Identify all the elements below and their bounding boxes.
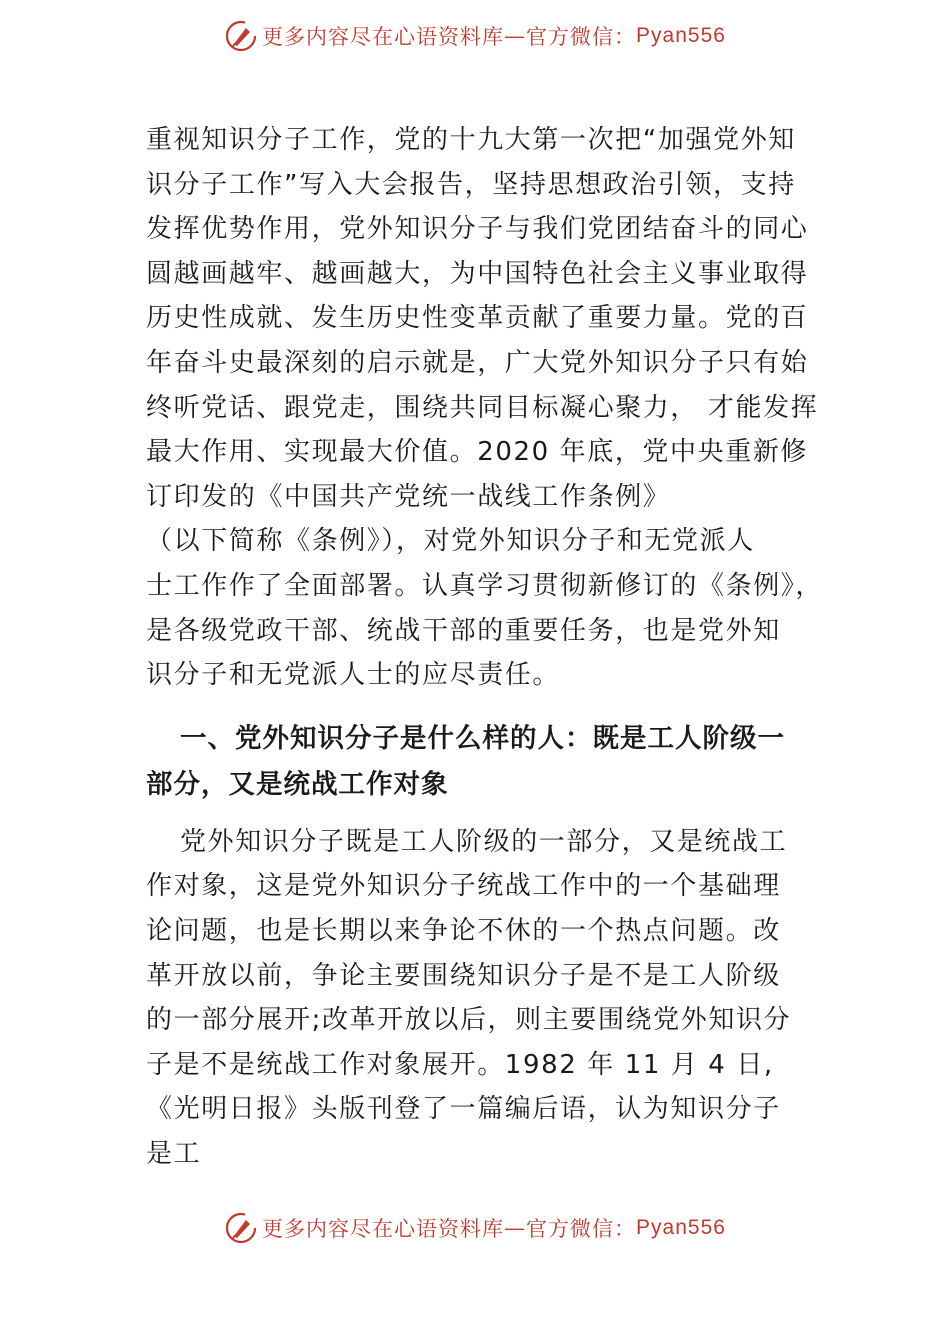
- watermark-wechat-id: Pyan556: [636, 24, 726, 47]
- paragraph-1: [146, 118, 824, 698]
- text-line: 发挥优势作用，党外知识分子与我们党团结奋斗的同心: [146, 214, 809, 245]
- watermark-wechat-label: 官方微信：: [526, 25, 637, 49]
- pen-nib-logo-icon: [224, 19, 258, 53]
- heading-line: 一、党外知识分子是什么样的人：既是工人阶级一: [180, 722, 785, 754]
- text-line: 圆越画越牢、越画越大，为中国特色社会主义事业取得: [146, 258, 809, 289]
- document-body: [146, 118, 824, 1176]
- text-line: 识分子和无党派人士的应尽责任。: [146, 660, 561, 691]
- watermark-text: 更多内容尽在心语资料库: [262, 25, 505, 49]
- text-line: 论问题，也是长期以来争论不休的一个热点问题。改: [146, 915, 781, 946]
- text-line: （以下简称《条例》），对党外知识分子和无党派人: [146, 526, 755, 557]
- watermark-wechat-label: 官方微信：: [526, 1217, 637, 1241]
- text-line: 革开放以前，争论主要围绕知识分子是不是工人阶级: [146, 960, 781, 991]
- text-line: 历史性成就、发生历史性变革贡献了重要力量。党的百: [146, 303, 809, 334]
- text-line: 子是不是统战工作对象展开。1982 年 11 月 4 日,: [146, 1049, 774, 1080]
- footer-watermark: [0, 1208, 950, 1248]
- text-line: 的一部分展开;改革开放以后，则主要围绕党外知识分: [146, 1005, 792, 1036]
- text-line: 党外知识分子既是工人阶级的一部分，又是统战工: [180, 826, 788, 857]
- text-line: 《光明日报》头版刊登了一篇编后语，认为知识分子: [146, 1094, 781, 1125]
- header-watermark: [0, 16, 950, 56]
- text-line: 重视知识分子工作，党的十九大第一次把“加强党外知: [146, 125, 796, 155]
- text-line: 作对象，这是党外知识分子统战工作中的一个基础理: [146, 871, 781, 902]
- watermark-wechat-id: Pyan556: [636, 1216, 726, 1239]
- pen-nib-logo-icon: [224, 1211, 258, 1245]
- text-line: 识分子工作”写入大会报告，坚持思想政治引领，支持: [146, 169, 796, 200]
- watermark-separator: —: [504, 24, 527, 48]
- text-line: 订印发的《中国共产党统一战线工作条例》: [146, 481, 671, 512]
- text-line: 最大作用、实现最大价值。2020 年底，党中央重新修: [146, 437, 809, 468]
- section-heading-1: [146, 716, 818, 808]
- text-line: 终听党话、跟党走，围绕共同目标凝心聚力， 才能发挥: [146, 392, 819, 423]
- text-line: 年奋斗史最深刻的启示就是，广大党外知识分子只有始: [146, 347, 809, 378]
- text-line: 士工作作了全面部署。认真学习贯彻新修订的《条例》，: [146, 570, 824, 601]
- paragraph-2: [146, 820, 818, 1177]
- text-line: 是工: [146, 1138, 202, 1169]
- watermark-text: 更多内容尽在心语资料库: [262, 1217, 505, 1241]
- watermark-separator: —: [504, 1216, 527, 1240]
- text-line: 是各级党政干部、统战干部的重要任务，也是党外知: [146, 615, 781, 646]
- heading-line: 部分，又是统战工作对象: [146, 768, 449, 800]
